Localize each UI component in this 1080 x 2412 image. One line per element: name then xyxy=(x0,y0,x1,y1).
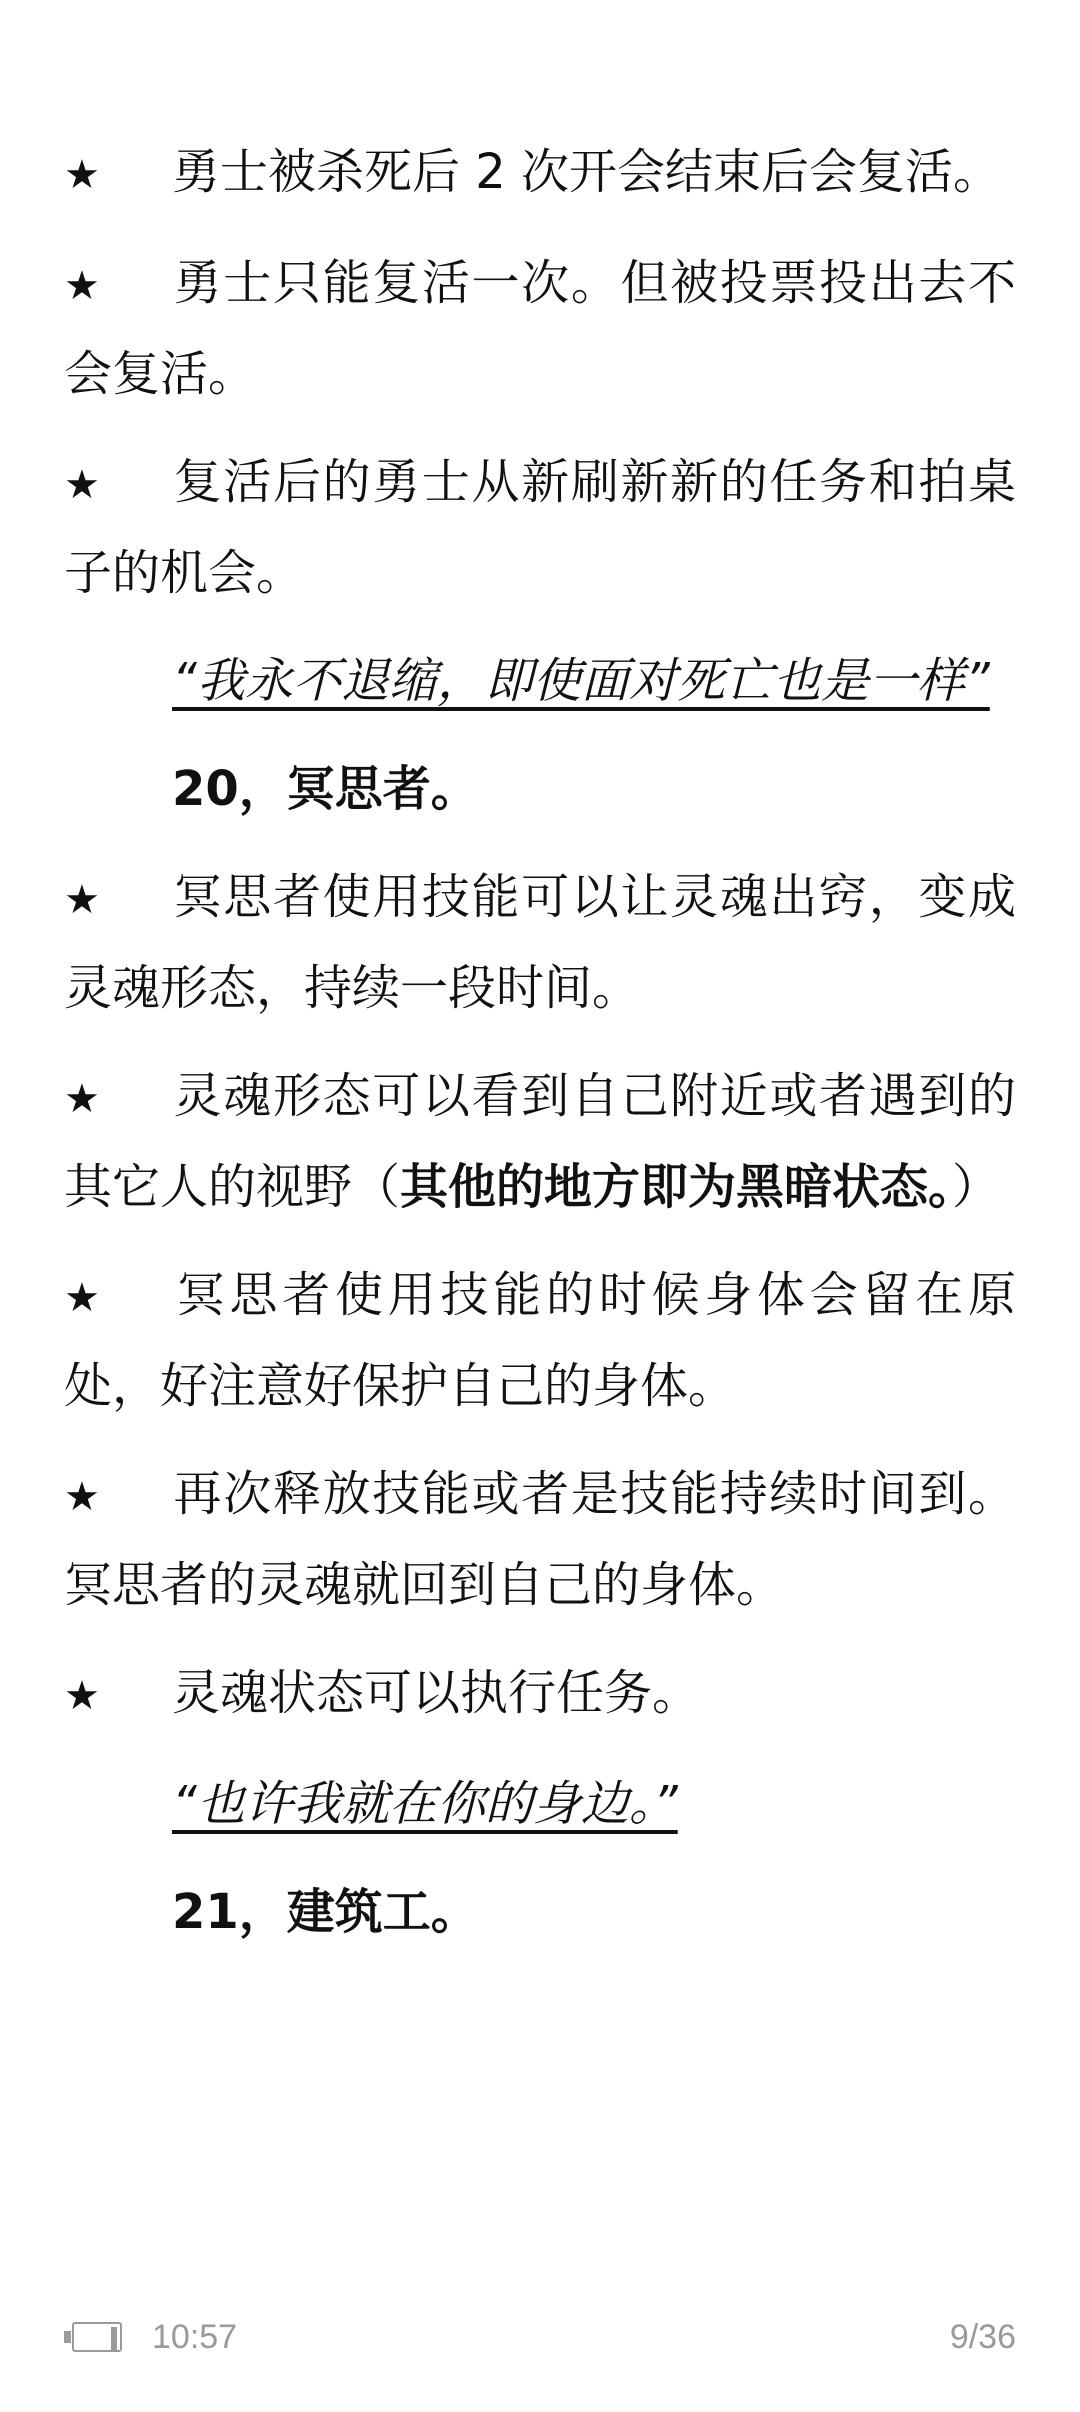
bullet-paragraph xyxy=(64,1251,1016,1430)
paragraph-text: 勇士只能复活一次。但被投票投出去不会复活。 xyxy=(64,255,1016,402)
paragraph-bold-text: 其他的地方即为黑暗状态。 xyxy=(400,1159,953,1215)
paragraph-text-end: ） xyxy=(952,1159,1001,1215)
paragraph-text: 冥思者使用技能可以让灵魂出窍，变成灵魂形态，持续一段时间。 xyxy=(64,869,1016,1016)
paragraph-text: 再次释放技能或者是技能持续时间到。冥思者的灵魂就回到自己的身体。 xyxy=(64,1466,1016,1613)
paragraph-text: 冥思者使用技能的时候身体会留在原处，好注意好保护自己的身体。 xyxy=(64,1267,1016,1414)
quote-text: “也许我就在你的身边。” xyxy=(172,1776,678,1832)
bullet-paragraph xyxy=(64,438,1016,617)
bullet-paragraph xyxy=(64,1450,1016,1629)
star-icon: ★ xyxy=(64,263,100,309)
bullet-paragraph xyxy=(64,1052,1016,1231)
battery-icon xyxy=(64,2322,124,2354)
paragraph-text: 灵魂状态可以执行任务。 xyxy=(172,1665,701,1721)
star-icon: ★ xyxy=(64,1076,100,1122)
paragraph-text: 勇士被杀死后 2 次开会结束后会复活。 xyxy=(172,144,1002,200)
paragraph-text: 复活后的勇士从新刷新新的任务和拍桌子的机会。 xyxy=(64,454,1016,601)
quote-text: “我永不退缩，即使面对死亡也是一样” xyxy=(172,653,990,709)
bullet-paragraph xyxy=(64,128,1016,219)
bullet-paragraph xyxy=(64,853,1016,1032)
section-heading-21: 21，建筑工。 xyxy=(172,1884,479,1940)
reader-content xyxy=(64,128,1016,1976)
paragraph-text: 灵魂形态可以看到自己附近或者遇到的其它人的视野（ xyxy=(64,1068,1016,1215)
reader-status-bar xyxy=(64,2310,1016,2370)
star-icon: ★ xyxy=(64,1673,100,1719)
section-heading-20: 20，冥思者。 xyxy=(172,761,479,817)
star-icon: ★ xyxy=(64,877,100,923)
bullet-paragraph xyxy=(64,1649,1016,1740)
bullet-paragraph xyxy=(64,239,1016,418)
page-indicator: 9/36 xyxy=(949,2318,1016,2356)
star-icon: ★ xyxy=(64,1474,100,1520)
star-icon: ★ xyxy=(64,1275,100,1321)
clock-time: 10:57 xyxy=(152,2318,238,2356)
star-icon: ★ xyxy=(64,152,100,198)
star-icon: ★ xyxy=(64,462,100,508)
